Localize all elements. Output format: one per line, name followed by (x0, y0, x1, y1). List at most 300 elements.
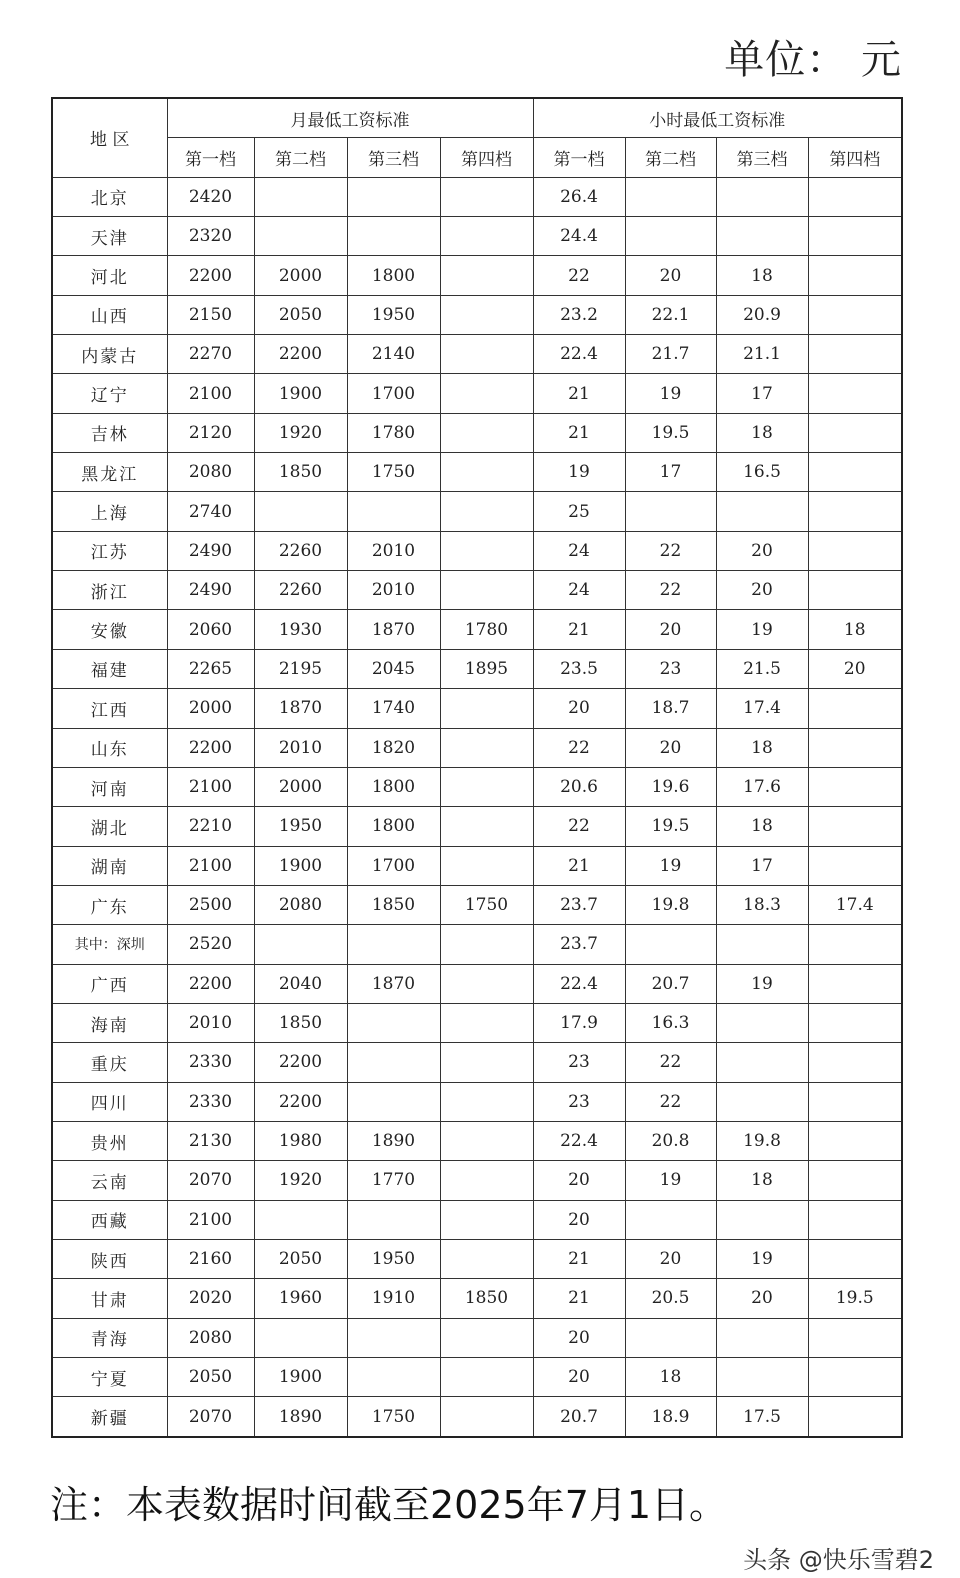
region-cell: 宁夏 (52, 1358, 167, 1397)
hourly-tier-3-cell (716, 1318, 808, 1357)
monthly-tier-2-cell: 2000 (254, 767, 347, 806)
table-row (52, 413, 902, 452)
monthly-tier-1-cell: 2320 (167, 217, 254, 256)
monthly-tier-1-cell: 2010 (167, 1003, 254, 1042)
hourly-tier-3-cell: 19 (716, 964, 808, 1003)
monthly-tier-1-cell: 2120 (167, 413, 254, 452)
hourly-tier-4-cell (808, 1200, 902, 1239)
monthly-tier-4-cell (440, 964, 533, 1003)
hourly-tier-4-cell (808, 964, 902, 1003)
region-cell: 青海 (52, 1318, 167, 1357)
monthly-tier-3-cell (347, 1082, 440, 1121)
table-row (52, 1200, 902, 1239)
monthly-tier-4-cell (440, 846, 533, 885)
monthly-tier-2-cell: 1930 (254, 610, 347, 649)
table-row (52, 846, 902, 885)
monthly-tier-4-cell: 1895 (440, 649, 533, 688)
table-row (52, 492, 902, 531)
monthly-tier-3-cell: 1700 (347, 846, 440, 885)
monthly-tier-1-cell: 2070 (167, 1161, 254, 1200)
hourly-tier-2-cell: 23 (625, 649, 716, 688)
monthly-tier-3-cell: 2010 (347, 531, 440, 570)
hourly-tier-2-cell: 19 (625, 374, 716, 413)
region-cell: 新疆 (52, 1397, 167, 1437)
monthly-tier-4-cell (440, 1200, 533, 1239)
table-row (52, 728, 902, 767)
table-row (52, 256, 902, 295)
hourly-tier-1-cell: 22.4 (533, 1121, 625, 1160)
monthly-tier-2-cell: 2200 (254, 1082, 347, 1121)
header-hourly-tier-2: 第二档 (625, 138, 716, 177)
hourly-tier-2-cell (625, 925, 716, 964)
monthly-tier-2-cell: 2050 (254, 1239, 347, 1278)
monthly-tier-4-cell (440, 1161, 533, 1200)
region-cell: 广西 (52, 964, 167, 1003)
hourly-tier-2-cell: 18 (625, 1358, 716, 1397)
hourly-tier-1-cell: 20 (533, 1161, 625, 1200)
hourly-tier-1-cell: 21 (533, 413, 625, 452)
monthly-tier-1-cell: 2100 (167, 846, 254, 885)
monthly-tier-4-cell (440, 295, 533, 334)
monthly-tier-3-cell: 2045 (347, 649, 440, 688)
region-cell: 北京 (52, 177, 167, 216)
hourly-tier-2-cell: 22 (625, 1082, 716, 1121)
monthly-tier-1-cell: 2490 (167, 531, 254, 570)
monthly-tier-4-cell: 1850 (440, 1279, 533, 1318)
monthly-tier-4-cell (440, 217, 533, 256)
table-row (52, 177, 902, 216)
monthly-tier-1-cell: 2000 (167, 689, 254, 728)
hourly-tier-3-cell: 17.4 (716, 689, 808, 728)
monthly-tier-2-cell: 2200 (254, 335, 347, 374)
monthly-tier-1-cell: 2490 (167, 571, 254, 610)
monthly-tier-2-cell: 2000 (254, 256, 347, 295)
monthly-tier-4-cell (440, 1003, 533, 1042)
monthly-tier-2-cell (254, 177, 347, 216)
region-cell: 西藏 (52, 1200, 167, 1239)
monthly-tier-2-cell (254, 217, 347, 256)
hourly-tier-2-cell (625, 1318, 716, 1357)
hourly-tier-2-cell: 20.7 (625, 964, 716, 1003)
region-cell: 天津 (52, 217, 167, 256)
hourly-tier-3-cell: 20 (716, 531, 808, 570)
table-row (52, 374, 902, 413)
hourly-tier-4-cell (808, 217, 902, 256)
monthly-tier-2-cell: 1900 (254, 1358, 347, 1397)
region-cell: 江苏 (52, 531, 167, 570)
monthly-tier-3-cell (347, 1358, 440, 1397)
hourly-tier-2-cell: 20.8 (625, 1121, 716, 1160)
hourly-tier-1-cell: 21 (533, 846, 625, 885)
monthly-tier-3-cell (347, 1003, 440, 1042)
monthly-tier-3-cell: 1800 (347, 256, 440, 295)
monthly-tier-3-cell: 1800 (347, 807, 440, 846)
monthly-tier-3-cell: 1820 (347, 728, 440, 767)
monthly-tier-2-cell: 2195 (254, 649, 347, 688)
table-row (52, 1318, 902, 1357)
monthly-tier-2-cell: 2040 (254, 964, 347, 1003)
region-cell: 河南 (52, 767, 167, 806)
hourly-tier-4-cell (808, 335, 902, 374)
monthly-tier-3-cell: 1950 (347, 295, 440, 334)
monthly-tier-4-cell (440, 1318, 533, 1357)
monthly-tier-3-cell: 2140 (347, 335, 440, 374)
region-cell: 福建 (52, 649, 167, 688)
hourly-tier-2-cell: 22 (625, 571, 716, 610)
hourly-tier-1-cell: 19 (533, 453, 625, 492)
hourly-tier-4-cell (808, 571, 902, 610)
monthly-tier-1-cell: 2070 (167, 1397, 254, 1437)
monthly-tier-1-cell: 2330 (167, 1043, 254, 1082)
hourly-tier-1-cell: 21 (533, 610, 625, 649)
hourly-tier-2-cell: 16.3 (625, 1003, 716, 1042)
hourly-tier-2-cell: 21.7 (625, 335, 716, 374)
hourly-tier-4-cell (808, 177, 902, 216)
monthly-tier-4-cell (440, 1043, 533, 1082)
header-monthly: 月最低工资标准 (167, 98, 533, 138)
hourly-tier-2-cell: 19.8 (625, 885, 716, 924)
hourly-tier-3-cell: 19.8 (716, 1121, 808, 1160)
monthly-tier-1-cell: 2080 (167, 1318, 254, 1357)
monthly-tier-4-cell (440, 1121, 533, 1160)
hourly-tier-3-cell: 17.6 (716, 767, 808, 806)
hourly-tier-1-cell: 22 (533, 256, 625, 295)
hourly-tier-2-cell: 20 (625, 728, 716, 767)
monthly-tier-2-cell: 1870 (254, 689, 347, 728)
monthly-tier-2-cell (254, 1200, 347, 1239)
hourly-tier-4-cell (808, 413, 902, 452)
unit-label: 单位： 元 (724, 37, 902, 83)
hourly-tier-3-cell: 21.1 (716, 335, 808, 374)
monthly-tier-3-cell (347, 217, 440, 256)
monthly-tier-2-cell: 1920 (254, 413, 347, 452)
table-row (52, 1082, 902, 1121)
hourly-tier-2-cell: 22 (625, 531, 716, 570)
monthly-tier-2-cell: 1950 (254, 807, 347, 846)
monthly-tier-4-cell (440, 531, 533, 570)
monthly-tier-4-cell (440, 767, 533, 806)
hourly-tier-1-cell: 23 (533, 1043, 625, 1082)
monthly-tier-3-cell: 1740 (347, 689, 440, 728)
monthly-tier-2-cell: 2260 (254, 571, 347, 610)
monthly-tier-1-cell: 2200 (167, 728, 254, 767)
hourly-tier-4-cell (808, 1003, 902, 1042)
monthly-tier-3-cell: 1800 (347, 767, 440, 806)
hourly-tier-4-cell (808, 1358, 902, 1397)
monthly-tier-1-cell: 2100 (167, 374, 254, 413)
hourly-tier-1-cell: 17.9 (533, 1003, 625, 1042)
hourly-tier-3-cell (716, 217, 808, 256)
hourly-tier-1-cell: 21 (533, 1279, 625, 1318)
hourly-tier-3-cell (716, 1358, 808, 1397)
monthly-tier-3-cell: 1850 (347, 885, 440, 924)
monthly-tier-2-cell (254, 492, 347, 531)
monthly-tier-2-cell: 1900 (254, 846, 347, 885)
region-cell: 重庆 (52, 1043, 167, 1082)
header-hourly-tier-1: 第一档 (533, 138, 625, 177)
monthly-tier-3-cell: 1750 (347, 1397, 440, 1437)
hourly-tier-3-cell (716, 177, 808, 216)
monthly-tier-1-cell: 2060 (167, 610, 254, 649)
region-cell: 安徽 (52, 610, 167, 649)
hourly-tier-2-cell: 20 (625, 256, 716, 295)
monthly-tier-2-cell: 1850 (254, 1003, 347, 1042)
hourly-tier-4-cell (808, 846, 902, 885)
monthly-tier-4-cell (440, 492, 533, 531)
monthly-tier-4-cell (440, 177, 533, 216)
hourly-tier-1-cell: 20 (533, 689, 625, 728)
table-body (52, 177, 902, 1437)
minimum-wage-table (51, 97, 903, 1438)
header-monthly-tier-2: 第二档 (254, 138, 347, 177)
table-row (52, 964, 902, 1003)
region-cell: 吉林 (52, 413, 167, 452)
hourly-tier-4-cell: 19.5 (808, 1279, 902, 1318)
region-cell: 广东 (52, 885, 167, 924)
header-monthly-tier-3: 第三档 (347, 138, 440, 177)
monthly-tier-3-cell (347, 925, 440, 964)
hourly-tier-4-cell (808, 1043, 902, 1082)
region-cell: 山东 (52, 728, 167, 767)
hourly-tier-1-cell: 22.4 (533, 964, 625, 1003)
monthly-tier-1-cell: 2265 (167, 649, 254, 688)
hourly-tier-2-cell: 19.5 (625, 807, 716, 846)
hourly-tier-3-cell: 19 (716, 1239, 808, 1278)
region-cell: 江西 (52, 689, 167, 728)
monthly-tier-4-cell (440, 925, 533, 964)
hourly-tier-1-cell: 20.7 (533, 1397, 625, 1437)
hourly-tier-2-cell: 18.7 (625, 689, 716, 728)
monthly-tier-1-cell: 2160 (167, 1239, 254, 1278)
monthly-tier-4-cell (440, 1358, 533, 1397)
header-monthly-tier-4: 第四档 (440, 138, 533, 177)
table-row (52, 767, 902, 806)
hourly-tier-3-cell (716, 1003, 808, 1042)
watermark: 头条 @快乐雪碧2 (743, 1546, 934, 1574)
monthly-tier-2-cell: 2260 (254, 531, 347, 570)
monthly-tier-3-cell (347, 1200, 440, 1239)
hourly-tier-3-cell: 18 (716, 1161, 808, 1200)
table-row (52, 295, 902, 334)
monthly-tier-1-cell: 2020 (167, 1279, 254, 1318)
table-row (52, 1161, 902, 1200)
monthly-tier-4-cell (440, 1082, 533, 1121)
hourly-tier-1-cell: 22 (533, 807, 625, 846)
monthly-tier-2-cell: 2010 (254, 728, 347, 767)
hourly-tier-2-cell: 20 (625, 610, 716, 649)
hourly-tier-3-cell (716, 1200, 808, 1239)
hourly-tier-2-cell: 22.1 (625, 295, 716, 334)
monthly-tier-2-cell: 1850 (254, 453, 347, 492)
hourly-tier-3-cell (716, 1082, 808, 1121)
hourly-tier-2-cell: 20 (625, 1239, 716, 1278)
hourly-tier-3-cell: 20 (716, 571, 808, 610)
hourly-tier-1-cell: 22.4 (533, 335, 625, 374)
monthly-tier-2-cell: 2200 (254, 1043, 347, 1082)
hourly-tier-4-cell (808, 1121, 902, 1160)
hourly-tier-3-cell (716, 1043, 808, 1082)
region-cell: 甘肃 (52, 1279, 167, 1318)
hourly-tier-4-cell: 20 (808, 649, 902, 688)
hourly-tier-4-cell (808, 256, 902, 295)
table-row (52, 571, 902, 610)
region-cell: 山西 (52, 295, 167, 334)
region-cell: 河北 (52, 256, 167, 295)
monthly-tier-3-cell: 1700 (347, 374, 440, 413)
monthly-tier-2-cell: 1980 (254, 1121, 347, 1160)
hourly-tier-1-cell: 23 (533, 1082, 625, 1121)
hourly-tier-2-cell (625, 492, 716, 531)
monthly-tier-1-cell: 2150 (167, 295, 254, 334)
hourly-tier-4-cell (808, 1239, 902, 1278)
monthly-tier-2-cell: 1920 (254, 1161, 347, 1200)
monthly-tier-1-cell: 2210 (167, 807, 254, 846)
region-cell: 四川 (52, 1082, 167, 1121)
hourly-tier-2-cell: 18.9 (625, 1397, 716, 1437)
hourly-tier-2-cell: 19.5 (625, 413, 716, 452)
hourly-tier-1-cell: 20.6 (533, 767, 625, 806)
hourly-tier-3-cell (716, 492, 808, 531)
table-row (52, 807, 902, 846)
monthly-tier-4-cell: 1780 (440, 610, 533, 649)
hourly-tier-1-cell: 20 (533, 1200, 625, 1239)
monthly-tier-1-cell: 2200 (167, 964, 254, 1003)
hourly-tier-2-cell: 19.6 (625, 767, 716, 806)
table-row (52, 885, 902, 924)
hourly-tier-1-cell: 22 (533, 728, 625, 767)
monthly-tier-3-cell: 2010 (347, 571, 440, 610)
region-cell: 辽宁 (52, 374, 167, 413)
table-row (52, 1121, 902, 1160)
monthly-tier-3-cell (347, 1043, 440, 1082)
hourly-tier-2-cell (625, 217, 716, 256)
monthly-tier-4-cell: 1750 (440, 885, 533, 924)
header-hourly-tier-4: 第四档 (808, 138, 902, 177)
hourly-tier-3-cell: 17 (716, 846, 808, 885)
table-row (52, 531, 902, 570)
hourly-tier-4-cell (808, 492, 902, 531)
hourly-tier-4-cell (808, 1161, 902, 1200)
table-row (52, 1003, 902, 1042)
hourly-tier-3-cell: 16.5 (716, 453, 808, 492)
monthly-tier-4-cell (440, 728, 533, 767)
hourly-tier-3-cell: 20 (716, 1279, 808, 1318)
header-hourly-tier-3: 第三档 (716, 138, 808, 177)
monthly-tier-3-cell: 1910 (347, 1279, 440, 1318)
header-region: 地 区 (52, 98, 167, 177)
hourly-tier-2-cell: 20.5 (625, 1279, 716, 1318)
hourly-tier-1-cell: 24 (533, 531, 625, 570)
table-row (52, 335, 902, 374)
hourly-tier-2-cell (625, 177, 716, 216)
hourly-tier-3-cell: 18 (716, 807, 808, 846)
table-row (52, 1358, 902, 1397)
monthly-tier-4-cell (440, 1239, 533, 1278)
table-row (52, 610, 902, 649)
monthly-tier-1-cell: 2520 (167, 925, 254, 964)
monthly-tier-4-cell (440, 689, 533, 728)
hourly-tier-4-cell (808, 807, 902, 846)
monthly-tier-3-cell: 1870 (347, 610, 440, 649)
table-row (52, 649, 902, 688)
monthly-tier-3-cell: 1750 (347, 453, 440, 492)
region-cell: 湖北 (52, 807, 167, 846)
monthly-tier-1-cell: 2330 (167, 1082, 254, 1121)
monthly-tier-1-cell: 2100 (167, 767, 254, 806)
monthly-tier-3-cell (347, 492, 440, 531)
monthly-tier-4-cell (440, 807, 533, 846)
monthly-tier-1-cell: 2200 (167, 256, 254, 295)
header-hourly: 小时最低工资标准 (533, 98, 902, 138)
region-cell: 内蒙古 (52, 335, 167, 374)
monthly-tier-1-cell: 2270 (167, 335, 254, 374)
monthly-tier-2-cell: 1900 (254, 374, 347, 413)
monthly-tier-1-cell: 2740 (167, 492, 254, 531)
hourly-tier-4-cell (808, 728, 902, 767)
hourly-tier-3-cell: 18 (716, 728, 808, 767)
table-row (52, 1279, 902, 1318)
monthly-tier-2-cell (254, 1318, 347, 1357)
monthly-tier-3-cell: 1870 (347, 964, 440, 1003)
hourly-tier-1-cell: 24 (533, 571, 625, 610)
hourly-tier-4-cell (808, 295, 902, 334)
hourly-tier-3-cell (716, 925, 808, 964)
hourly-tier-1-cell: 20 (533, 1318, 625, 1357)
monthly-tier-4-cell (440, 1397, 533, 1437)
hourly-tier-2-cell: 19 (625, 1161, 716, 1200)
hourly-tier-1-cell: 21 (533, 374, 625, 413)
region-cell: 贵州 (52, 1121, 167, 1160)
region-cell: 陕西 (52, 1239, 167, 1278)
hourly-tier-4-cell (808, 767, 902, 806)
monthly-tier-1-cell: 2050 (167, 1358, 254, 1397)
hourly-tier-1-cell: 23.5 (533, 649, 625, 688)
region-cell: 上海 (52, 492, 167, 531)
monthly-tier-2-cell: 1890 (254, 1397, 347, 1437)
footnote: 注：本表数据时间截至2025年7月1日。 (50, 1483, 728, 1527)
hourly-tier-1-cell: 24.4 (533, 217, 625, 256)
monthly-tier-4-cell (440, 571, 533, 610)
hourly-tier-3-cell: 19 (716, 610, 808, 649)
region-cell: 云南 (52, 1161, 167, 1200)
monthly-tier-1-cell: 2080 (167, 453, 254, 492)
region-cell: 海南 (52, 1003, 167, 1042)
hourly-tier-4-cell (808, 531, 902, 570)
hourly-tier-4-cell (808, 1397, 902, 1437)
hourly-tier-4-cell (808, 689, 902, 728)
hourly-tier-3-cell: 18 (716, 413, 808, 452)
table-row (52, 925, 902, 964)
table-row (52, 217, 902, 256)
monthly-tier-1-cell: 2130 (167, 1121, 254, 1160)
hourly-tier-1-cell: 25 (533, 492, 625, 531)
hourly-tier-2-cell: 19 (625, 846, 716, 885)
table-row (52, 453, 902, 492)
monthly-tier-3-cell (347, 1318, 440, 1357)
hourly-tier-2-cell: 17 (625, 453, 716, 492)
hourly-tier-3-cell: 21.5 (716, 649, 808, 688)
hourly-tier-1-cell: 23.7 (533, 925, 625, 964)
hourly-tier-4-cell: 17.4 (808, 885, 902, 924)
table-row (52, 1239, 902, 1278)
hourly-tier-4-cell (808, 453, 902, 492)
hourly-tier-4-cell (808, 374, 902, 413)
hourly-tier-1-cell: 20 (533, 1358, 625, 1397)
monthly-tier-1-cell: 2500 (167, 885, 254, 924)
monthly-tier-3-cell (347, 177, 440, 216)
hourly-tier-4-cell (808, 1082, 902, 1121)
hourly-tier-3-cell: 17.5 (716, 1397, 808, 1437)
